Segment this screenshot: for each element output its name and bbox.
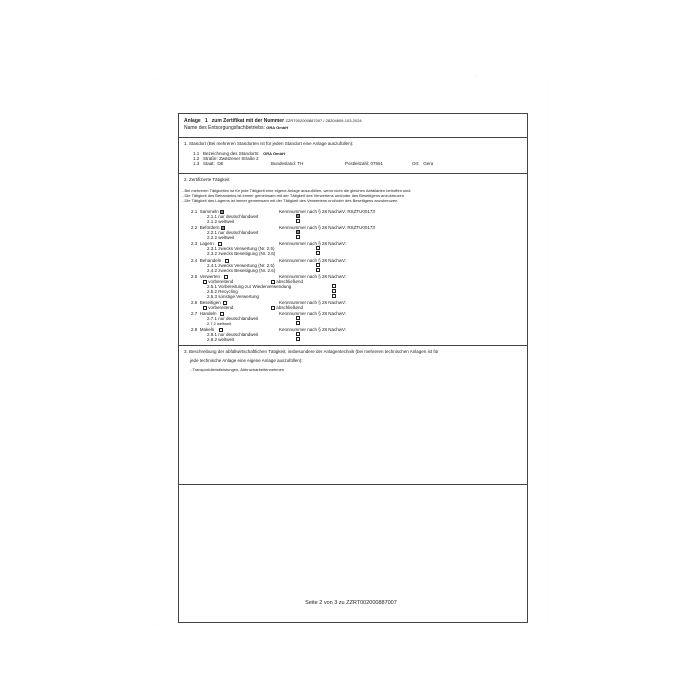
anlage-label: Anlage [184, 118, 201, 124]
sub-2-8-1: 2.8.1 nur deutschlandweit [207, 332, 259, 337]
option-label: abschließend [276, 279, 304, 284]
divider [179, 173, 527, 174]
activity-label: Behandeln [199, 258, 222, 263]
checkbox-2-2-2[interactable] [296, 235, 300, 239]
sub-2-4-2: 2.4.2 zwecks Beseitigung (Nr. 2.6) [207, 268, 276, 273]
checkbox-2-3-2[interactable] [316, 251, 320, 255]
sub-2-8-2: 2.8.2 weltweit [207, 337, 235, 342]
row-label: Staat: [203, 161, 215, 166]
checkbox-2-2-1[interactable] [296, 230, 300, 234]
kenn-label: Kennnummer nach § 28 NachwV: [279, 209, 347, 214]
kenn-2-6: Kennnummer nach § 28 NachwV: [279, 300, 347, 305]
kenn-2-5: Kennnummer nach § 28 NachwV: [279, 274, 347, 279]
section-3-heading: 3. Beschreibung der abfallwirtschaftlichen Tätigkeit, insbesondere der Anlagentechnik (bei mehreren technischen Anlagen ist für [184, 349, 439, 354]
activity-label: Sammeln [199, 209, 219, 214]
header-line-2 [184, 125, 288, 131]
checkbox-2-1-2[interactable] [296, 219, 300, 223]
checkbox-2-8-1[interactable] [296, 332, 300, 336]
sub-2-7-2: 2.7.2 weltweit [207, 321, 232, 326]
certificate-number: ZZRT002000887007 / 28204609-103-2024 [285, 118, 362, 123]
section-2-heading: 2. Zertifizierte Tätigkeit [184, 177, 230, 182]
page-footer: Seite 2 von 3 zu ZZRT002000887007 [305, 600, 397, 606]
margin-mark: · [475, 73, 477, 78]
plz-value: 07551 [370, 161, 384, 166]
checkbox-abschliessend[interactable] [271, 306, 275, 310]
option-label: vorbereitend [208, 305, 234, 310]
activity-num: 2.2 [191, 225, 198, 230]
checkbox-2-7-2[interactable] [296, 321, 300, 325]
option-label: vorbereitend [208, 279, 234, 284]
row-label: Straße: [203, 156, 218, 161]
kenn-2-4: Kennnummer nach § 28 NachwV: [279, 258, 347, 263]
kenn-2-2 [279, 225, 375, 230]
activity-num: 2.6 [191, 300, 198, 305]
row-value: DE [217, 161, 224, 166]
kenn-2-1 [279, 209, 375, 214]
plz-label: Postleitzahl: [345, 161, 370, 166]
plz [345, 161, 383, 166]
sub-2-2-1: 2.2.1 nur deutschlandweit [207, 230, 259, 235]
row-1-3 [193, 161, 224, 166]
ort [412, 161, 433, 166]
row-num: 1.3 [193, 161, 200, 166]
activity-label: Makeln [199, 327, 215, 332]
checkbox-2-4-1[interactable] [316, 263, 320, 267]
bundesland-value: TH [297, 161, 304, 166]
beseitigen-vorbereitend [203, 305, 233, 310]
company-label: Name des Entsorgungsfachbetriebs: [184, 125, 265, 131]
checkbox-2-5-2[interactable] [332, 289, 336, 293]
checkbox-2-4-2[interactable] [316, 268, 320, 272]
activity-label: Lagern [199, 241, 214, 246]
checkbox-vorbereitend[interactable] [203, 306, 207, 310]
checkbox-2-8-2[interactable] [296, 337, 300, 341]
sub-2-1-1: 2.1.1 nur deutschlandweit [207, 214, 259, 219]
kenn-2-3: Kennnummer nach § 28 NachwV: [279, 241, 347, 246]
kenn-2-8: Kennnummer nach § 28 NachwV: [279, 327, 347, 332]
section-1-heading: 1. Standort (Bei mehreren Standorten ist für jeden Standort eine Anlage auszufüllen): [184, 141, 354, 146]
activity-num: 2.3 [191, 241, 198, 246]
divider [179, 137, 527, 138]
section-3-heading-cont: jede technische Anlage eine eigene Anlage auszufüllen): [190, 358, 303, 363]
beseitigen-abschliessend [271, 305, 303, 310]
note-1: - Bei mehreren Tätigkeiten ist für jede Tätigkeit eine eigene Anlage auszufüllen, wenn nicht die gleichen Abfallarten betroffen sind. [182, 188, 412, 193]
sub-2-7-1: 2.7.1 nur deutschlandweit [207, 316, 259, 321]
activity-num: 2.5 [191, 274, 198, 279]
ort-value: Gera [423, 161, 434, 166]
bundesland-label: Bundesland: [271, 161, 297, 166]
ort-label: Ort: [412, 161, 420, 166]
sub-2-1-2: 2.1.2 weltweit [207, 219, 235, 224]
bundesland [271, 161, 303, 166]
sub-2-4-1: 2.4.1 zwecks Verwertung (Nr. 2.5) [207, 263, 275, 268]
activity-label: Handeln [199, 311, 217, 316]
divider [179, 484, 527, 485]
checkbox-2-5-3[interactable] [332, 294, 336, 298]
certificate-title: zum Zertifikat mit der Nummer [211, 118, 285, 124]
company-name: GRA GmbH [266, 125, 289, 130]
activity-label: Befördern [199, 225, 220, 230]
checkbox-2-1-1[interactable] [296, 214, 300, 218]
activity-num: 2.7 [191, 311, 198, 316]
option-label: abschließend [276, 305, 304, 310]
sub-2-5-2: 2.5.2 Recycling [207, 289, 238, 294]
activity-num: 2.8 [191, 327, 198, 332]
form-frame [178, 113, 528, 623]
header-line-1 [184, 118, 362, 124]
checkbox-2-7-1[interactable] [296, 316, 300, 320]
row-num: 1.1 [193, 151, 200, 156]
sub-2-5-3: 2.5.3 sonstige Verwertung [207, 294, 260, 299]
kenn-value: RSZTU00173 [347, 225, 375, 230]
note-3: - Die Tätigkeit des Lagerns ist immer gemeinsam mit der Tätigkeit des Verwertens und/oder des Beseitigens anzukreuzen. [182, 198, 399, 203]
anlage-number: 1 [204, 118, 208, 124]
checkbox-2-5-1[interactable] [332, 284, 336, 288]
kenn-2-7: Kennnummer nach § 28 NachwV: [279, 311, 347, 316]
activity-label: Beseitigen [199, 300, 221, 305]
note-2: - Die Tätigkeit des Behandelns ist immer gemeinsam mit der Tätigkeit des Verwertens und/oder des Beseitigens anzukreuzen. [182, 193, 406, 198]
kenn-value: RSZTU00173 [347, 209, 375, 214]
row-value: Zwätzener Straße 2 [219, 156, 259, 161]
sub-2-3-2: 2.3.2 zwecks Beseitigung (Nr. 2.6) [207, 251, 276, 256]
row-num: 1.2 [193, 156, 200, 161]
row-label: Bezeichnung des Standorts: [203, 151, 260, 156]
sub-2-3-1: 2.3.1 zwecks Verwertung (Nr. 2.5) [207, 246, 275, 251]
row-value: GRA GmbH [263, 151, 285, 156]
activity-label: Verwerten [199, 274, 221, 279]
kenn-label: Kennnummer nach § 28 NachwV: [279, 225, 347, 230]
section-3-text: - Transportdienstleistungen, Abbrucharbeitennehmen [190, 367, 285, 372]
checkbox-2-3-1[interactable] [316, 246, 320, 250]
activity-num: 2.4 [191, 258, 198, 263]
sub-2-5-1: 2.5.1 Vorbereitung zur Wiederverwendung [207, 284, 292, 289]
document-page [155, 73, 547, 626]
sub-2-2-2: 2.2.2 weltweit [207, 235, 235, 240]
divider [179, 345, 527, 346]
activity-num: 2.1 [191, 209, 198, 214]
